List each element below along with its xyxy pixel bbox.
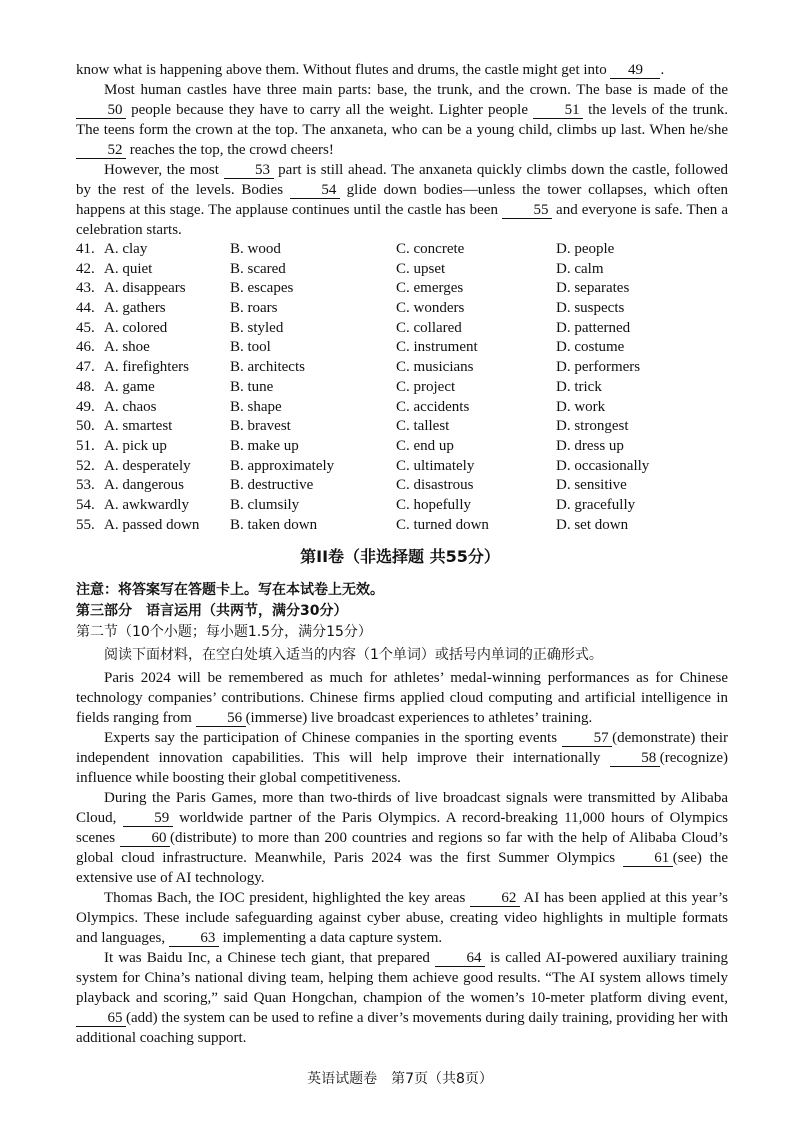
option-c: C. end up	[396, 437, 454, 454]
question-number: 45.	[76, 319, 95, 336]
passage1-paragraph-2	[76, 80, 728, 160]
option-c: C. hopefully	[396, 496, 471, 513]
text: glide down bodies—unless the tower collapses, which often happens at this stage. The applause continues until the castle has been	[76, 182, 728, 218]
passage1-paragraph-3	[76, 160, 728, 240]
option-b: B. wood	[230, 241, 281, 257]
text: (demonstrate) their independent innovation capabilities. This will help improve their internationally	[76, 730, 728, 766]
option-d: D. separates	[556, 280, 630, 297]
option-c: C. ultimately	[396, 457, 475, 474]
option-row	[76, 496, 728, 516]
blank-56: 56	[196, 710, 246, 727]
blank-54: 54	[290, 182, 340, 199]
option-d: D. trick	[556, 378, 602, 395]
option-row	[76, 437, 728, 457]
text: people because they have to carry all the weight. Lighter people	[126, 102, 534, 118]
blank-51: 51	[533, 102, 583, 119]
question-number: 46.	[76, 339, 95, 356]
blank-52: 52	[76, 142, 126, 159]
question-number: 42.	[76, 260, 95, 277]
option-row	[76, 358, 728, 378]
option-d: D. people	[556, 241, 615, 257]
option-b: B. taken down	[230, 516, 318, 533]
option-a: A. game	[104, 378, 155, 395]
option-d: D. gracefully	[556, 496, 636, 513]
option-a: A. dangerous	[104, 477, 184, 494]
option-c: C. project	[396, 378, 456, 395]
question-number: 48.	[76, 378, 95, 395]
text: Paris 2024 will be remembered as much for athletes’ medal-winning performances as for Chinese technology companies’ contributions. Chinese firms applied cloud computing and artificial intelligence in fields ranging from	[76, 670, 728, 726]
blank-65: 65	[76, 1010, 126, 1027]
text: know what is happening above them. Without flutes and drums, the castle might get into	[76, 62, 611, 78]
text: reaches the top, the crowd cheers!	[126, 142, 334, 158]
option-c: C. wonders	[396, 300, 465, 317]
question-number: 47.	[76, 359, 95, 376]
option-b: B. clumsily	[230, 496, 300, 513]
option-a: A. passed down	[104, 516, 200, 533]
option-row	[76, 260, 728, 280]
text: worldwide partner of the Paris Olympics. A record-breaking 11,000 hours of Olympics scenes	[76, 810, 728, 846]
passage2-paragraph-1	[76, 668, 728, 728]
option-c: C. upset	[396, 260, 446, 277]
option-a: A. awkwardly	[104, 496, 189, 513]
blank-59: 59	[123, 810, 173, 827]
option-c: C. musicians	[396, 359, 474, 376]
blank-58: 58	[610, 750, 660, 767]
blank-49: 49	[610, 62, 660, 79]
option-row	[76, 457, 728, 477]
options-list	[76, 240, 728, 535]
question-number: 41.	[76, 241, 95, 257]
option-a: A. shoe	[104, 339, 150, 356]
option-c: C. concrete	[396, 241, 465, 257]
option-row	[76, 299, 728, 319]
option-c: C. disastrous	[396, 477, 474, 494]
option-d: D. costume	[556, 339, 625, 356]
option-d: D. occasionally	[556, 457, 650, 474]
option-c: C. accidents	[396, 398, 470, 415]
page-footer: 英语试题卷 第7页（共8页）	[307, 1071, 493, 1087]
blank-63: 63	[169, 930, 219, 947]
text: is called AI-powered auxiliary training system for China’s national diving team, helping them achieve good results. “The AI system allows timely playback and scoring,” said Quan Hongchan, champion of the women’s 10-meter platform diving event,	[76, 950, 728, 1006]
text: (add) the system can be used to refine a diver’s movements during daily training, providing her with additional coaching support.	[76, 1010, 728, 1046]
option-a: A. desperately	[104, 457, 191, 474]
blank-55: 55	[502, 202, 552, 219]
text: During the Paris Games, more than two-thirds of live broadcast signals were transmitted by Alibaba Cloud,	[76, 790, 728, 826]
text: .	[660, 62, 665, 78]
passage2-paragraph-3	[76, 788, 728, 888]
blank-62: 62	[470, 890, 520, 907]
question-number: 55.	[76, 516, 95, 533]
option-d: D. suspects	[556, 300, 625, 317]
option-row	[76, 378, 728, 398]
option-b: B. bravest	[230, 418, 291, 435]
question-number: 50.	[76, 418, 95, 435]
option-row	[76, 279, 728, 299]
question-number: 44.	[76, 300, 95, 317]
text: (immerse) live broadcast experiences to athletes’ training.	[245, 710, 593, 726]
text: implementing a data capture system.	[218, 930, 443, 946]
option-c: C. turned down	[396, 516, 489, 533]
text: part is still ahead. The anxaneta quickly climbs down the castle, followed by the rest of the levels. Bodies	[76, 162, 728, 198]
option-c: C. emerges	[396, 280, 464, 297]
option-row	[76, 516, 728, 536]
question-number: 53.	[76, 477, 95, 494]
text: However, the most	[104, 162, 224, 178]
text: AI has been applied at this year’s Olympics. These include safeguarding against cyber abuse, creating video highlights in multiple formats and languages,	[76, 890, 728, 946]
passage1-paragraph-1	[76, 60, 728, 80]
option-row	[76, 240, 728, 260]
option-c: C. tallest	[396, 418, 450, 435]
option-b: B. tune	[230, 378, 274, 395]
option-a: A. quiet	[104, 260, 153, 277]
option-row	[76, 398, 728, 418]
passage2-paragraph-5	[76, 948, 728, 1048]
sub-section-heading: 第二节（10个小题；每小题1.5分，满分15分）	[76, 624, 372, 640]
option-b: B. styled	[230, 319, 284, 336]
text: (recognize) influence while boosting their global competitiveness.	[76, 750, 728, 786]
text: (see) the extensive use of AI technology.	[76, 850, 728, 886]
passage2-paragraph-4	[76, 888, 728, 948]
option-b: B. approximately	[230, 457, 335, 474]
option-a: A. disappears	[104, 280, 186, 297]
text: (distribute) to more than 200 countries and regions so far with the help of Alibaba Cloud’s global cloud infrastructure. Meanwhile, Paris 2024 was the first Summer Olympics	[76, 830, 728, 866]
question-number: 54.	[76, 496, 95, 513]
blank-64: 64	[435, 950, 485, 967]
option-row	[76, 319, 728, 339]
text: the levels of the trunk. The teens form the crown at the top. The anxaneta, who can be a young child, climbs up last. When he/she	[76, 102, 729, 138]
question-number: 43.	[76, 280, 95, 297]
option-c: C. collared	[396, 319, 462, 336]
text: and everyone is safe. Then a celebration starts.	[76, 202, 728, 238]
blank-53: 53	[224, 162, 274, 179]
option-b: B. make up	[230, 437, 299, 454]
option-a: A. firefighters	[104, 359, 189, 376]
text: Experts say the participation of Chinese companies in the sporting events	[104, 730, 563, 746]
option-row	[76, 476, 728, 496]
option-d: D. strongest	[556, 418, 629, 435]
option-b: B. escapes	[230, 280, 294, 297]
question-number: 49.	[76, 398, 95, 415]
option-d: D. sensitive	[556, 477, 627, 494]
text: It was Baidu Inc, a Chinese tech giant, that prepared	[104, 950, 436, 966]
option-c: C. instrument	[396, 339, 478, 356]
question-number: 52.	[76, 457, 95, 474]
section-title: 第II卷（非选择题 共55分）	[300, 547, 500, 566]
option-b: B. tool	[230, 339, 271, 356]
option-a: A. colored	[104, 319, 168, 336]
option-a: A. chaos	[104, 398, 157, 415]
option-b: B. architects	[230, 359, 305, 376]
text: Thomas Bach, the IOC president, highlighted the key areas	[104, 890, 470, 906]
blank-50: 50	[76, 102, 126, 119]
instruction: 阅读下面材料，在空白处填入适当的内容（1个单词）或括号内单词的正确形式。	[104, 647, 603, 663]
option-row	[76, 338, 728, 358]
option-a: A. clay	[104, 241, 148, 257]
question-number: 51.	[76, 437, 95, 454]
text: Most human castles have three main parts: base, the trunk, and the crown. The base is made of the	[104, 82, 728, 98]
option-a: A. pick up	[104, 437, 167, 454]
option-d: D. dress up	[556, 437, 624, 454]
passage2-paragraph-2	[76, 728, 728, 788]
note	[76, 580, 384, 600]
option-a: A. smartest	[104, 418, 173, 435]
note-text: 注意：将答案写在答题卡上。写在本试卷上无效。	[76, 582, 384, 598]
option-d: D. performers	[556, 359, 641, 376]
option-row	[76, 417, 728, 437]
option-b: B. shape	[230, 398, 282, 415]
option-d: D. patterned	[556, 319, 631, 336]
blank-61: 61	[623, 850, 673, 867]
blank-57: 57	[562, 730, 612, 747]
part3-heading	[76, 601, 347, 621]
part3-text: 第三部分 语言运用（共两节，满分30分）	[76, 603, 348, 619]
option-a: A. gathers	[104, 300, 166, 317]
option-d: D. calm	[556, 260, 604, 277]
option-d: D. work	[556, 398, 606, 415]
blank-60: 60	[120, 830, 170, 847]
option-b: B. scared	[230, 260, 286, 277]
option-b: B. roars	[230, 300, 278, 317]
option-b: B. destructive	[230, 477, 314, 494]
option-d: D. set down	[556, 516, 629, 533]
